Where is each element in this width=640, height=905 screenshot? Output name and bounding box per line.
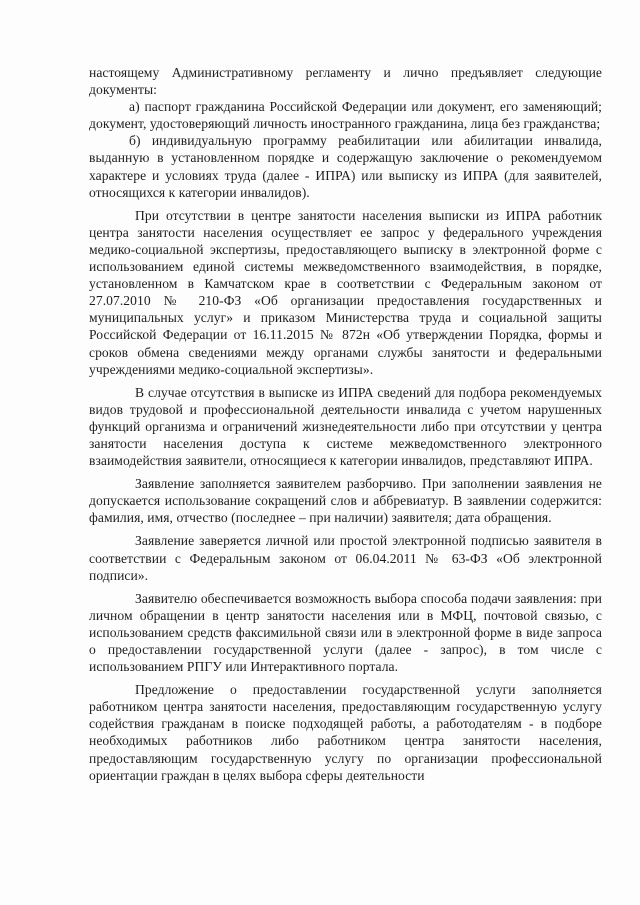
paragraph-service-proposal: Предложение о предоставлении государственной услуги заполняется работником центра занятости населения, предоставляющим государственную услугу содействия гражданам в поиске подходящей работы, а работодателям - в подборе необходимых работников либо работником центра занятости населения, предоставляющим государственную услугу по организации профессиональной ориентации граждан в целях выбора сферы деятельности — [89, 682, 602, 783]
paragraph-item-b: б) индивидуальную программу реабилитации или абилитации инвалида, выданную в установленном порядке и содержащую заключение о рекомендуемом характере и условиях труда (далее - ИПРА) или выписку из ИПРА (для заявителей, относящихся к категории инвалидов). — [89, 133, 602, 200]
paragraph-submission-methods: Заявителю обеспечивается возможность выбора способа подачи заявления: при личном обращении в центр занятости населения или в МФЦ, почтовой связью, с использованием средств факсимильной связи или в электронной форме в виде запроса о предоставлении государственной услуги (далее - запрос), в том числе с использованием РПГУ или Интерактивного портала. — [89, 590, 602, 675]
paragraph-ipra-request: При отсутствии в центре занятости населения выписки из ИПРА работник центра занятости населения осуществляет ее запрос у федерального учреждения медико-социальной экспертизы, предоставляющего выписку в электронной форме с использованием единой системы межведомственного взаимодействия, в порядке, установленном в Камчатском крае в соответствии с Федеральным законом от 27.07.2010 № 210-ФЗ «Об организации предоставления государственных и муниципальных услуг» и приказом Министерства труда и социальной защиты Российской Федерации от 16.11.2015 № 872н «Об утверждении Порядка, формы и сроков обмена сведениями между органами службы занятости и федеральными учреждениями медико-социальной экспертизы». — [89, 207, 602, 377]
paragraph-item-a: а) паспорт гражданина Российской Федерации или документ, его заменяющий; документ, удостоверяющий личность иностранного гражданина, лица без гражданства; — [89, 99, 602, 132]
paragraph-application-signature: Заявление заверяется личной или простой электронной подписью заявителя в соответствии с Федеральным законом от 06.04.2011 № 63-ФЗ «Об электронной подписи». — [89, 533, 602, 583]
paragraph-intro: настоящему Административному регламенту и лично предъявляет следующие документы: — [89, 65, 602, 98]
paragraph-ipra-absence: В случае отсутствия в выписке из ИПРА сведений для подбора рекомендуемых видов трудовой и профессиональной деятельности инвалида с учетом нарушенных функций организма и ограничений жизнедеятельности либо при отсутствии у центра занятости населения доступа к системе межведомственного электронного взаимодействия заявители, относящиеся к категории инвалидов, представляют ИПРА. — [89, 384, 602, 469]
paragraph-application-filling: Заявление заполняется заявителем разборчиво. При заполнении заявления не допускается использование сокращений слов и аббревиатур. В заявлении содержится: фамилия, имя, отчество (последнее – при наличии) заявителя; дата обращения. — [89, 476, 602, 526]
document-body — [89, 64, 602, 784]
